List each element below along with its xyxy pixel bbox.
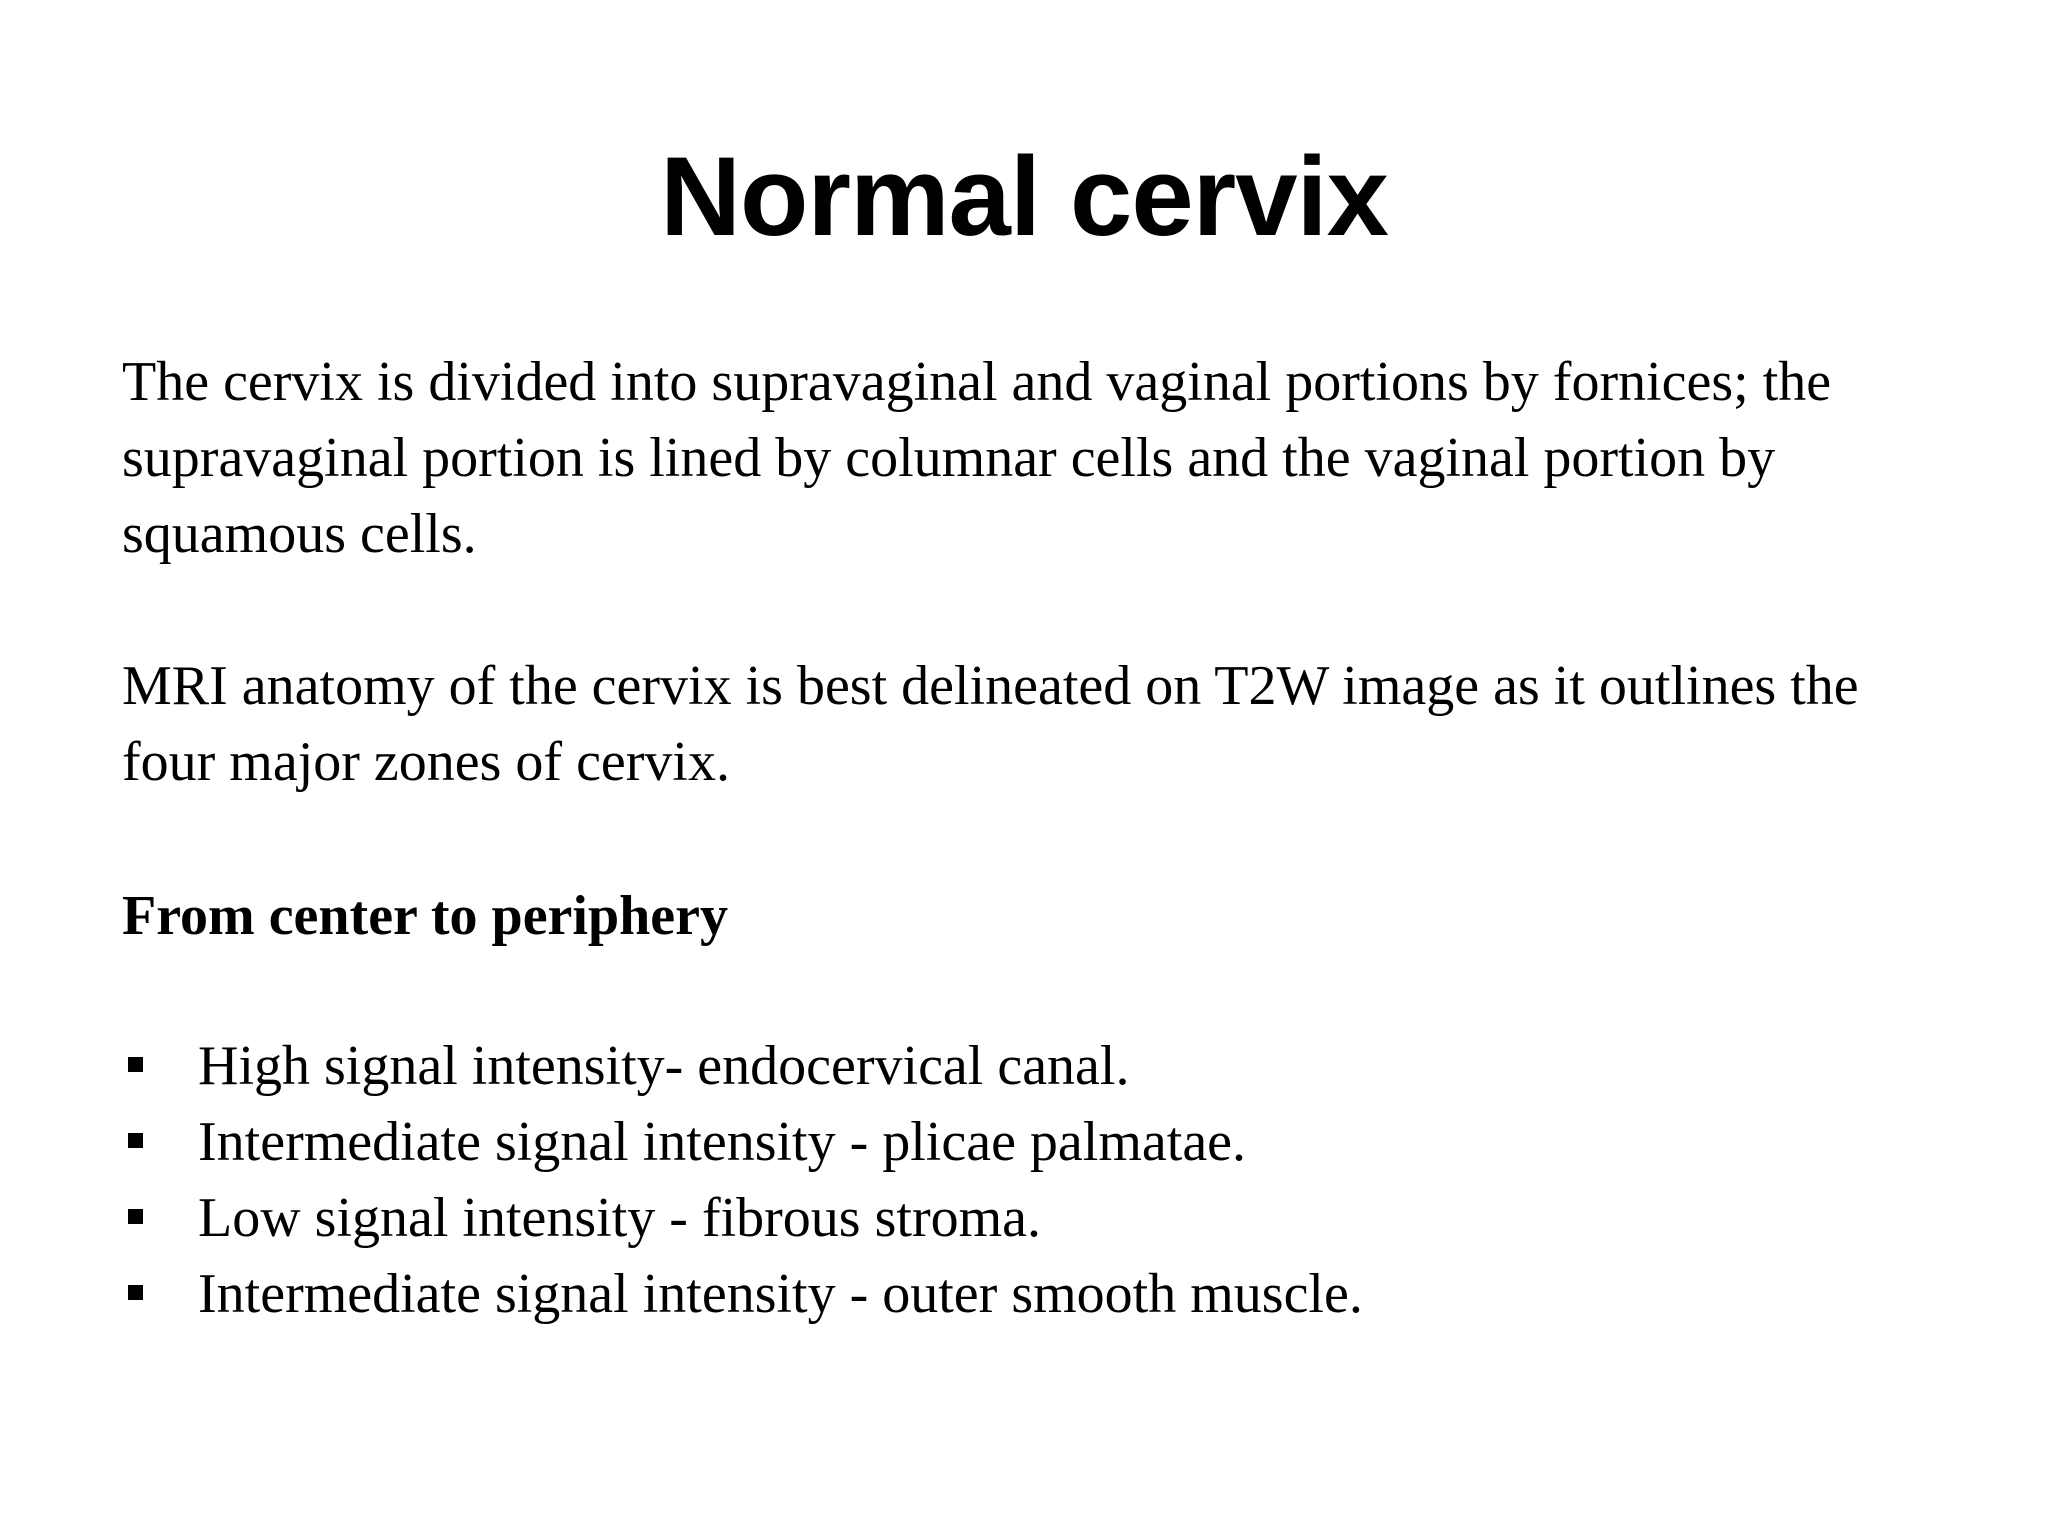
bullet-list [122,1028,1922,1332]
square-bullet-icon [128,1209,143,1224]
list-item-text: Low signal intensity - fibrous stroma. [198,1187,1042,1249]
square-bullet-icon [128,1057,143,1072]
square-bullet-icon [128,1285,143,1300]
list-item-text: Intermediate signal intensity - plicae palmatae. [198,1111,1247,1173]
list-item [122,1104,1922,1180]
list-item [122,1028,1922,1104]
list-item-text: High signal intensity- endocervical canal. [198,1035,1130,1097]
list-item [122,1256,1922,1332]
slide-title: Normal cervix [660,134,1388,259]
list-item [122,1180,1922,1256]
paragraph-mri-anatomy: MRI anatomy of the cervix is best delineated on T2W image as it outlines the four major zones of cervix. [122,655,1859,793]
paragraph-cervix-division: The cervix is divided into supravaginal and vaginal portions by fornices; the supravaginal portion is lined by columnar cells and the vaginal portion by squamous cells. [122,351,1832,565]
list-item-text: Intermediate signal intensity - outer smooth muscle. [198,1263,1363,1325]
square-bullet-icon [128,1133,143,1148]
subheading: From center to periphery [122,885,728,947]
